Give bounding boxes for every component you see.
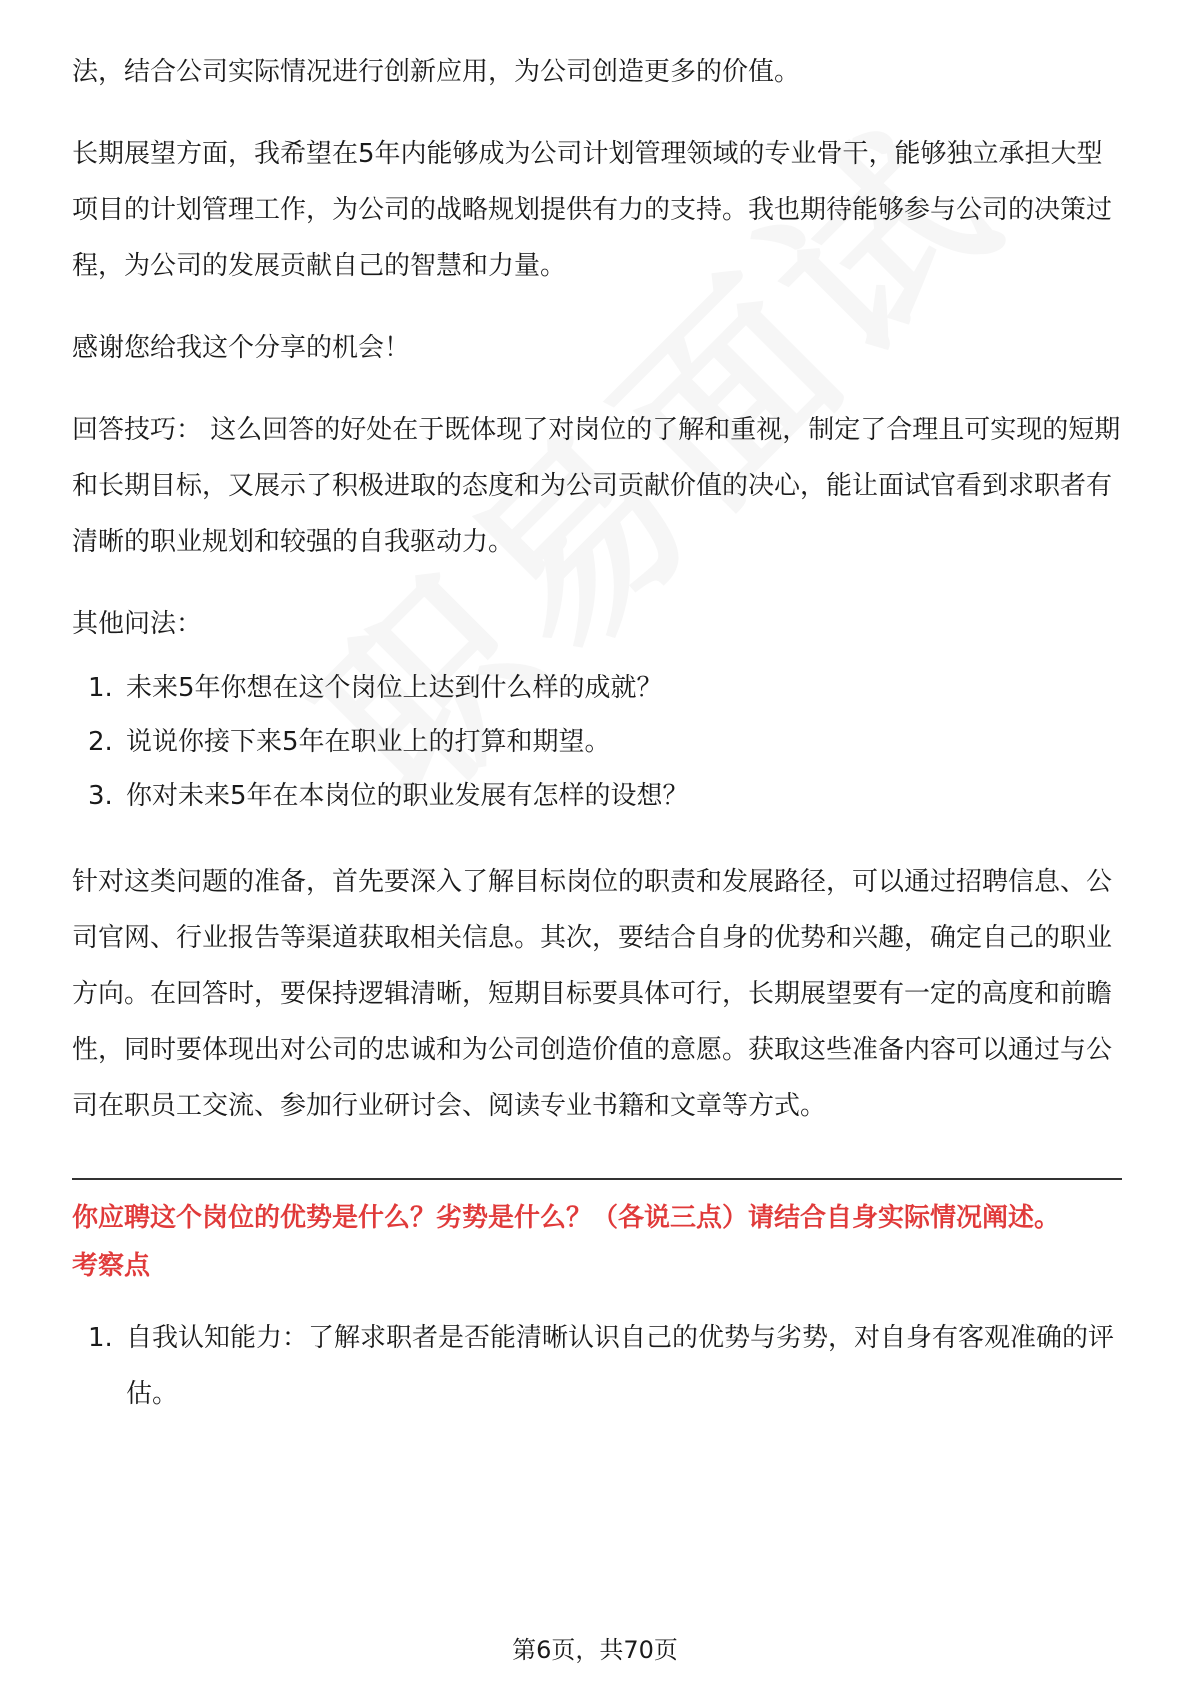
document-body xyxy=(72,44,1122,1422)
list-item-number: 1. xyxy=(88,1323,113,1353)
list-item xyxy=(88,664,1122,712)
list-item-number: 3. xyxy=(88,781,113,811)
question-title: 你应聘这个岗位的优势是什么？劣势是什么？（各说三点）请结合自身实际情况阐述。 xyxy=(72,1203,1061,1233)
other-questions-list xyxy=(72,664,1122,820)
list-item-text: 你对未来5年在本岗位的职业发展有怎样的设想？ xyxy=(126,781,689,811)
list-item-text: 说说你接下来5年在职业上的打算和期望。 xyxy=(126,727,611,757)
paragraph-thanks: 感谢您给我这个分享的机会！ xyxy=(72,333,411,363)
paragraph-answer-tips: 回答技巧： 这么回答的好处在于既体现了对岗位的了解和重视，制定了合理且可实现的短期和长期目标，又展示了积极进取的态度和为公司贡献价值的决心，能让面试官看到求职者有清晰的职业规划和较强的自我驱动力。 xyxy=(72,415,1121,557)
paragraph-long-term-outlook: 长期展望方面，我希望在5年内能够成为公司计划管理领域的专业骨干，能够独立承担大型项目的计划管理工作，为公司的战略规划提供有力的支持。我也期待能够参与公司的决策过程，为公司的发展贡献自己的智慧和力量。 xyxy=(72,139,1113,281)
paragraph-preparation: 针对这类问题的准备，首先要深入了解目标岗位的职责和发展路径，可以通过招聘信息、公司官网、行业报告等渠道获取相关信息。其次，要结合自身的优势和兴趣，确定自己的职业方向。在回答时，要保持逻辑清晰，短期目标要具体可行，长期展望要有一定的高度和前瞻性，同时要体现出对公司的忠诚和为公司创造价值的意愿。获取这些准备内容可以通过与公司在职员工交流、参加行业研讨会、阅读专业书籍和文章等方式。 xyxy=(72,867,1113,1121)
list-item-number: 2. xyxy=(88,727,113,757)
list-item-number: 1. xyxy=(88,673,113,703)
assessment-points-list xyxy=(72,1310,1122,1422)
list-item xyxy=(88,772,1122,820)
list-item xyxy=(88,1310,1122,1422)
list-item xyxy=(88,718,1122,766)
list-item-text: 自我认知能力：了解求职者是否能清晰认识自己的优势与劣势，对自身有客观准确的评估。 xyxy=(126,1323,1115,1409)
paragraph-other-questions-label: 其他问法： xyxy=(72,609,203,639)
page-footer: 第6页，共70页 xyxy=(512,1636,678,1664)
paragraph-continuation: 法，结合公司实际情况进行创新应用，为公司创造更多的价值。 xyxy=(72,57,801,87)
section-subtitle: 考察点 xyxy=(72,1251,151,1281)
list-item-text: 未来5年你想在这个岗位上达到什么样的成就？ xyxy=(126,673,663,703)
